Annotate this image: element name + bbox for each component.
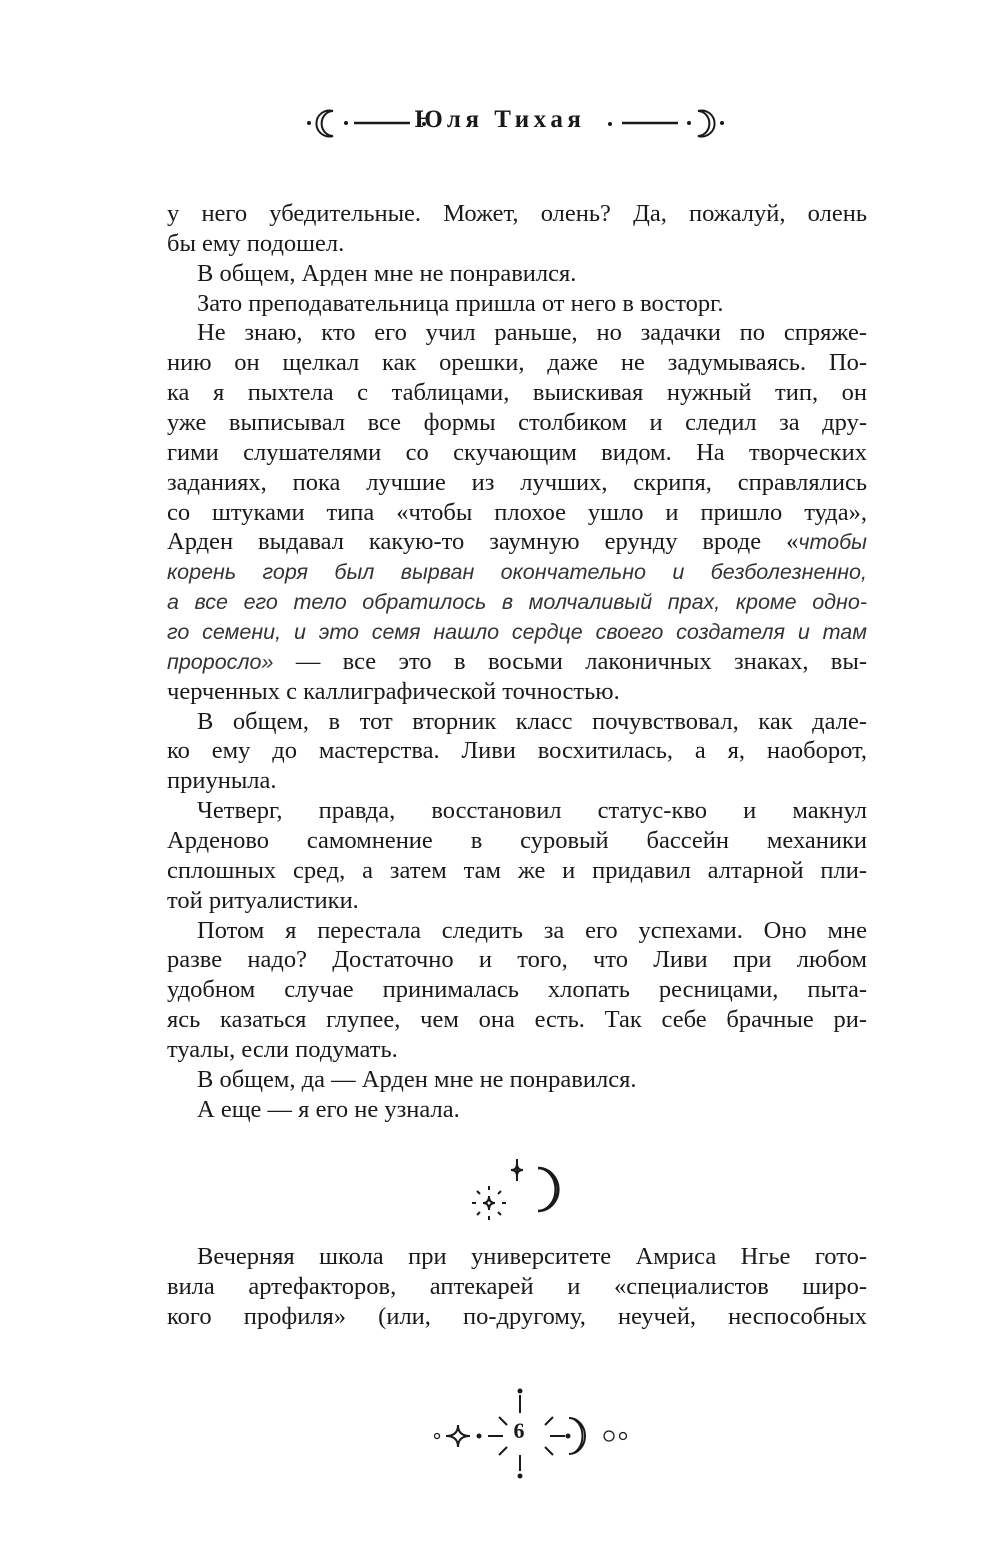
text-line: [167, 736, 867, 766]
text-line: [167, 348, 867, 378]
text-segment: ка я пыхтела с таблицами, выискивая нужный тип, он: [167, 379, 867, 407]
text-segment: заданиях, пока лучшие из лучших, скрипя, справлялись: [167, 468, 867, 496]
text-line: [167, 289, 867, 319]
text-line: [167, 856, 867, 886]
text-segment: уже выписывал все формы столбиком и следил за дру-: [167, 409, 867, 437]
running-title: Юля Тихая: [414, 106, 586, 133]
text-line: [167, 557, 867, 587]
text-line: [167, 886, 867, 916]
text-segment: ясь казаться глупее, чем она есть. Так себе брачные ри-: [167, 1006, 867, 1034]
text-line: [167, 1065, 867, 1095]
text-line: [167, 587, 867, 617]
text-block-1: [167, 199, 867, 1125]
text-segment: удобном случае принималась хлопать ресницами, пыта-: [167, 976, 867, 1004]
text-line: [167, 1035, 867, 1065]
text-line: [167, 229, 867, 259]
text-segment: со штуками типа «чтобы плохое ушло и пришло туда»,: [167, 498, 867, 526]
text-segment: Вечерняя школа при университете Амриса Нгье гото-: [197, 1243, 867, 1270]
text-segment: Четверг, правда, восстановил статус-кво и макнул: [197, 797, 867, 825]
text-segment: черченных с каллиграфической точностью.: [167, 677, 620, 705]
page-number: 6: [513, 1418, 525, 1443]
text-segment: той ритуалистики.: [167, 886, 359, 914]
italic-quote-segment: чтобы: [798, 530, 867, 555]
text-segment: В общем, да — Арден мне не понравился.: [197, 1065, 637, 1093]
text-segment: А еще — я его не узнала.: [197, 1095, 460, 1123]
italic-quote-segment: корень горя был вырван окончательно и безболезненно,: [167, 560, 867, 585]
text-line: [167, 378, 867, 408]
text-line: [167, 617, 867, 647]
text-line: [167, 498, 867, 528]
section-break-ornament: [460, 1150, 580, 1230]
text-segment: нию он щелкал как орешки, даже не задумываясь. По-: [167, 349, 867, 377]
text-line: [167, 916, 867, 946]
running-header: [0, 100, 1000, 144]
text-line: [167, 259, 867, 289]
text-segment: сплошных сред, а затем там же и придавил алтарной пли-: [167, 856, 867, 884]
text-line: [167, 408, 867, 438]
text-segment: В общем, в тот вторник класс почувствовал, как дале-: [197, 707, 867, 735]
text-line: [167, 766, 867, 796]
text-line: [167, 318, 867, 348]
italic-quote-segment: го семени, и это семя нашло сердце своего создателя и там: [167, 620, 867, 645]
text-line: [167, 468, 867, 498]
text-line: [167, 826, 867, 856]
text-block-2: [167, 1242, 867, 1332]
text-line: [167, 707, 867, 737]
text-line: [167, 1095, 867, 1125]
text-segment: вила артефакторов, аптекарей и «специалистов широ-: [167, 1272, 867, 1300]
text-segment: кого профиля» (или, по-другому, неучей, неспособных: [167, 1302, 867, 1330]
text-segment: В общем, Арден мне не понравился.: [197, 259, 577, 287]
text-line: [167, 199, 867, 229]
text-segment: Не знаю, кто его учил раньше, но задачки по спряже-: [197, 319, 867, 347]
text-line: [167, 527, 867, 557]
text-segment: Арденово самомнение в суровый бассейн механики: [167, 827, 867, 855]
text-line: [167, 1302, 867, 1332]
text-line: [167, 438, 867, 468]
text-segment: Зато преподавательница пришла от него в восторг.: [197, 289, 724, 317]
text-line: [167, 647, 867, 677]
text-line: [167, 796, 867, 826]
text-segment: ко ему до мастерства. Ливи восхитилась, а я, наоборот,: [167, 737, 867, 765]
text-segment: приуныла.: [167, 767, 277, 795]
text-segment: — все это в восьми лаконичных знаках, вы-: [273, 647, 867, 675]
text-line: [167, 1272, 867, 1302]
text-line: [167, 677, 867, 707]
text-segment: у него убедительные. Может, олень? Да, пожалуй, олень: [167, 200, 867, 227]
text-segment: гими слушателями со скучающим видом. На творческих: [167, 438, 867, 466]
text-segment: Арден выдавал какую-то заумную ерунду вроде «: [167, 528, 799, 556]
text-segment: туалы, если подумать.: [167, 1036, 398, 1064]
text-line: [167, 1005, 867, 1035]
text-segment: бы ему подошел.: [167, 229, 345, 257]
text-line: [167, 945, 867, 975]
italic-quote-segment: проросло»: [167, 649, 274, 674]
text-line: [167, 1242, 867, 1272]
text-segment: Потом я перестала следить за его успехами. Оно мне: [197, 916, 867, 944]
italic-quote-segment: а все его тело обратилось в молчаливый прах, кроме одно-: [167, 590, 867, 615]
text-line: [167, 975, 867, 1005]
text-segment: разве надо? Достаточно и того, что Ливи при любом: [167, 946, 867, 974]
